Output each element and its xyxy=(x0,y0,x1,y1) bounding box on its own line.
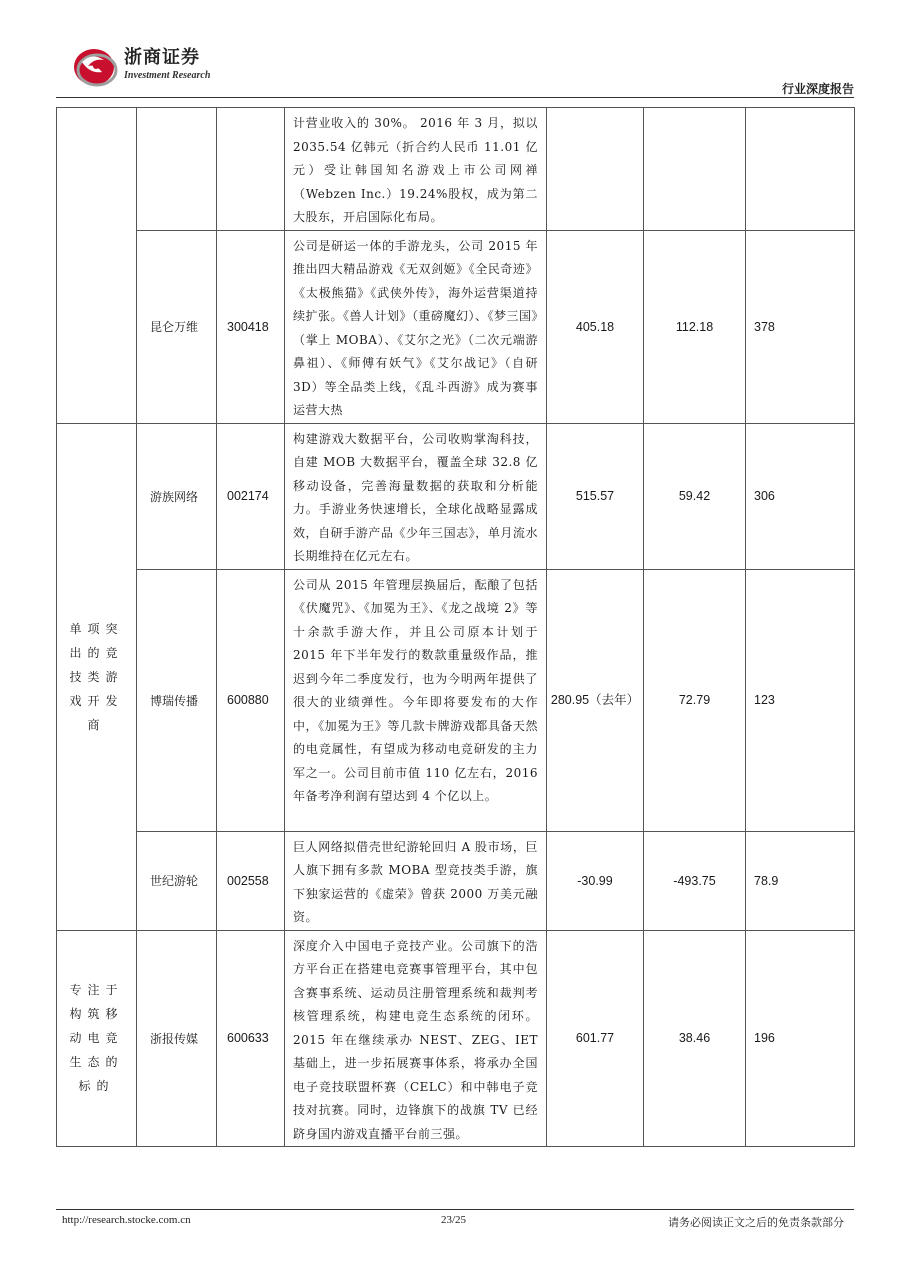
description-cell: 公司从 2015 年管理层换届后，酝酿了包括《伏魔咒》、《加冕为王》、《龙之战境 2》等十余款手游大作，并且公司原本计划于 2015 年下半年发行的数款重量级作品，推迟到今年二季度发行，也为今明两年提供了很大的业绩弹性。今年即将要发布的大作中，《加冕为王》等几款卡牌游戏都具备天然的电竞属性，有望成为移动电竞研发的主力军之一。公司目前市值 110 亿左右，2016 年备考净利润有望达到 4 个亿以上。 xyxy=(285,569,547,831)
stock-code: 600633 xyxy=(217,930,285,1147)
pe-value: 123 xyxy=(746,569,855,831)
footer-divider xyxy=(56,1209,854,1210)
brand-name-cn: 浙商证券 xyxy=(124,47,200,68)
category-label: 单项突出的竞技类游戏开发商 xyxy=(57,423,137,930)
pe-value: 78.9 xyxy=(746,831,855,930)
description-cell: 构建游戏大数据平台，公司收购掌淘科技，自建 MOB 大数据平台，覆盖全球 32.8 亿移动设备，完善海量数据的获取和分析能力。手游业务快速增长，全球化战略显露成效，自研手游产品《少年三国志》，单月流水长期维持在亿元左右。 xyxy=(285,423,547,569)
brand-name xyxy=(124,48,210,82)
company-table xyxy=(56,107,855,1147)
table-row xyxy=(57,569,855,831)
market-cap-value: 601.77 xyxy=(547,930,644,1147)
category-label: 专注于构筑移动电竞生态的标的 xyxy=(57,930,137,1147)
stock-code: 002174 xyxy=(217,423,285,569)
description-cell: 巨人网络拟借壳世纪游轮回归 A 股市场，巨人旗下拥有多款 MOBA 型竞技类手游，旗下独家运营的《虚荣》曾获 2000 万美元融资。 xyxy=(285,831,547,930)
table-row xyxy=(57,831,855,930)
market-cap-value: -30.99 xyxy=(547,831,644,930)
company-name: 博瑞传播 xyxy=(137,569,217,831)
company-name: 世纪游轮 xyxy=(137,831,217,930)
footer-url-link[interactable]: http://research.stocke.com.cn xyxy=(62,1214,191,1226)
description-cell: 计营业收入的 30%。 2016 年 3 月，拟以 2035.54 亿韩元（折合约人民币 11.01 亿元）受让韩国知名游戏上市公司网禅（Webzen Inc.）19.24%股权，成为第二大股东，开启国际化布局。 xyxy=(285,108,547,231)
pe-cell xyxy=(746,108,855,231)
market-cap-value: 515.57 xyxy=(547,423,644,569)
pe-value: 306 xyxy=(746,423,855,569)
stock-code: 002558 xyxy=(217,831,285,930)
net-profit-value: 38.46 xyxy=(644,930,746,1147)
stock-code: 300418 xyxy=(217,230,285,423)
company-name: 游族网络 xyxy=(137,423,217,569)
company-name: 昆仑万维 xyxy=(137,230,217,423)
report-type-label: 行业深度报告 xyxy=(781,82,854,96)
table-row xyxy=(57,230,855,423)
name-cell xyxy=(137,108,217,231)
page-number: 23/25 xyxy=(441,1214,467,1226)
market-cap-value: 405.18 xyxy=(547,230,644,423)
code-cell xyxy=(217,108,285,231)
stock-code: 600880 xyxy=(217,569,285,831)
net-profit-value: 72.79 xyxy=(644,569,746,831)
description-cell: 深度介入中国电子竞技产业。公司旗下的浩方平台正在搭建电竞赛事管理平台，其中包含赛事系统、运动员注册管理系统和裁判考核管理系统，构建电竞生态系统的闭环。2015 年在继续承办 NEST、ZEG、IET 基础上，进一步拓展赛事体系，将承办全国电子竞技联盟杯赛（CELC）和中韩电子竞技对抗赛。同时，边锋旗下的战旗 TV 已经跻身国内游戏直播平台前三强。 xyxy=(285,930,547,1147)
footer-disclaimer: 请务必阅读正文之后的免责条款部分 xyxy=(668,1216,844,1229)
pe-value: 196 xyxy=(746,930,855,1147)
table-row xyxy=(57,423,855,569)
page-header xyxy=(56,38,854,96)
description-cell: 公司是研运一体的手游龙头，公司 2015 年推出四大精品游戏《无双剑姬》《全民奇迹》《太极熊猫》《武侠外传》，海外运营渠道持续扩张。《兽人计划》（重磅魔幻）、《梦三国》（掌上 MOBA）、《艾尔之光》（二次元端游鼻祖）、《师傅有妖气》《艾尔战记》（自研 3D）等全品类上线，《乱斗西游》成为赛事运营大热 xyxy=(285,230,547,423)
pe-value: 378 xyxy=(746,230,855,423)
brand-logo-icon xyxy=(70,44,120,88)
net-profit-cell xyxy=(644,108,746,231)
brand-name-en: Investment Research xyxy=(124,70,211,81)
category-cell xyxy=(57,108,137,424)
net-profit-value: 59.42 xyxy=(644,423,746,569)
header-divider xyxy=(56,97,854,98)
table-row xyxy=(57,108,855,231)
market-cap-value: 280.95（去年） xyxy=(547,569,644,831)
company-name: 浙报传媒 xyxy=(137,930,217,1147)
table-row xyxy=(57,930,855,1147)
market-cap-cell xyxy=(547,108,644,231)
net-profit-value: 112.18 xyxy=(644,230,746,423)
net-profit-value: -493.75 xyxy=(644,831,746,930)
